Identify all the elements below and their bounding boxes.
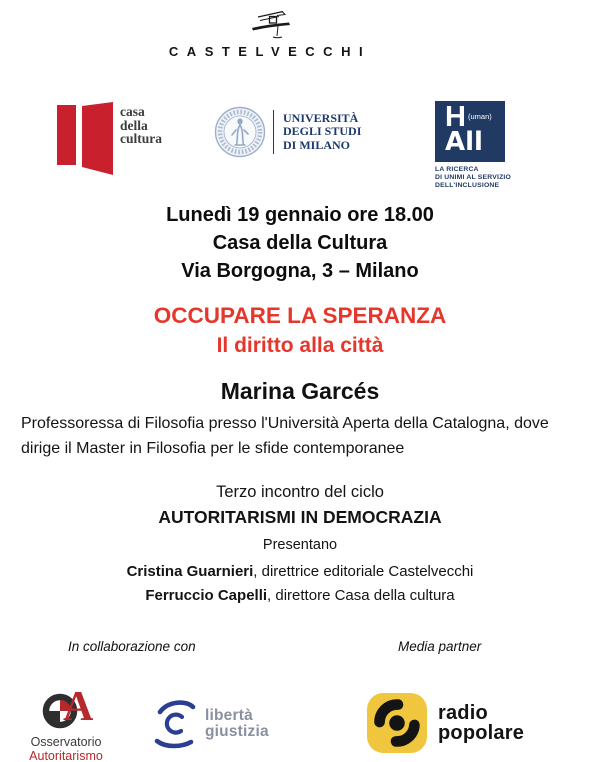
unimi-seal-icon bbox=[214, 106, 266, 158]
radio-popolare-logo bbox=[366, 692, 524, 754]
series-intro: Terzo incontro del ciclo bbox=[216, 483, 384, 501]
castelvecchi-ship-icon bbox=[248, 8, 296, 40]
event-venue: Casa della Cultura bbox=[212, 232, 388, 254]
hall-square-icon: H (uman) All bbox=[435, 101, 505, 162]
hall-tagline: LA RICERCA DI UNIMI AL SERVIZIO DELL'INCLUSIONE bbox=[435, 166, 512, 189]
presenter-1-role: , direttrice editoriale Castelvecchi bbox=[253, 563, 474, 580]
event-title: OCCUPARE LA SPERANZA bbox=[153, 303, 447, 328]
osservatorio-icon bbox=[39, 684, 93, 730]
liberta-giustizia-logo bbox=[152, 698, 269, 750]
presenter-1-name: Cristina Guarnieri bbox=[126, 563, 254, 580]
casa-della-cultura-icon bbox=[57, 102, 114, 176]
series-title: AUTORITARISMI IN DEMOCRAZIA bbox=[158, 507, 442, 527]
presenter-2-role: , direttore Casa della cultura bbox=[267, 587, 455, 604]
event-datetime: Lunedì 19 gennaio ore 18.00 bbox=[166, 204, 434, 226]
speaker-name: Marina Garcés bbox=[220, 378, 380, 404]
presenter-1 bbox=[0, 560, 600, 584]
unimi-logo bbox=[214, 106, 361, 158]
casa-della-cultura-logo bbox=[57, 102, 162, 176]
event-title-block bbox=[0, 301, 600, 361]
osservatorio-autoritarismo-logo: A Osservatorio Autoritarismo bbox=[29, 684, 103, 762]
presenters-label: Presentano bbox=[262, 537, 338, 553]
unimi-label: UNIVERSITÀ DEGLI STUDI DI MILANO bbox=[283, 110, 362, 152]
speaker-bio: Professoressa di Filosofia presso l'Università Aperta della Catalogna, dove dirige il Master in Filosofia per le sfide contemporanee bbox=[21, 415, 549, 457]
liberta-giustizia-label: libertà giustizia bbox=[205, 707, 269, 740]
hall-logo bbox=[435, 101, 513, 190]
collaboration-label: In collaborazione con bbox=[68, 639, 196, 654]
event-subtitle: Il diritto alla città bbox=[216, 334, 384, 357]
liberta-giustizia-icon bbox=[152, 698, 196, 750]
event-when bbox=[0, 201, 600, 285]
unimi-divider bbox=[273, 110, 274, 154]
media-partner-label: Media partner bbox=[398, 639, 482, 654]
radio-popolare-icon bbox=[366, 692, 428, 754]
event-address: Via Borgogna, 3 – Milano bbox=[181, 260, 419, 282]
publisher-wordmark: CASTELVECCHI bbox=[168, 44, 372, 59]
presenter-2-name: Ferruccio Capelli bbox=[145, 587, 268, 604]
presenter-2 bbox=[0, 584, 600, 608]
svg-text:A: A bbox=[63, 684, 93, 730]
casa-della-cultura-label: casa della cultura bbox=[120, 104, 162, 146]
series-block bbox=[0, 483, 600, 608]
radio-popolare-label: radio popolare bbox=[438, 702, 525, 744]
